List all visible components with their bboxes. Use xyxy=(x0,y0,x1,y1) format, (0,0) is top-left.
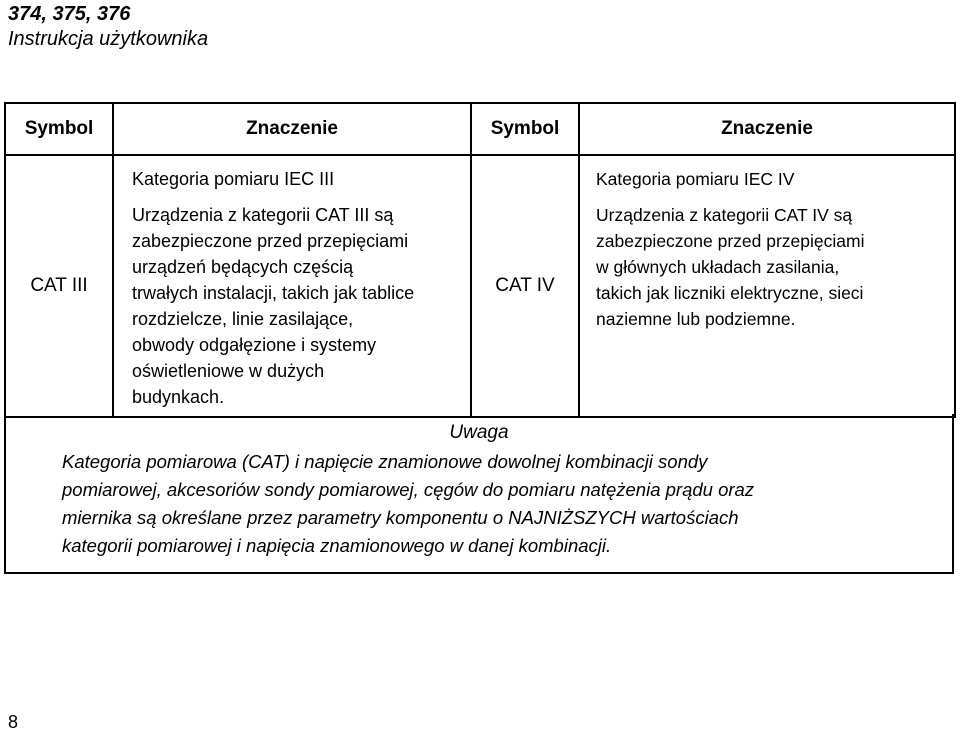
meaning-cat-iii-title: Kategoria pomiaru IEC III xyxy=(132,169,335,189)
note-title: Uwaga xyxy=(449,422,509,443)
header-meaning-1: Znaczenie xyxy=(113,103,471,155)
symbol-cat-iii: CAT III xyxy=(5,155,113,417)
table-header-row xyxy=(5,103,955,155)
note-box xyxy=(4,414,954,574)
header-symbol-1: Symbol xyxy=(5,103,113,155)
meaning-cat-iii xyxy=(113,155,471,417)
note-text: Kategoria pomiarowa (CAT) i napięcie znamionowe dowolnej kombinacji sondy pomiarowej, akcesoriów sondy pomiarowej, cęgów do pomiaru natężenia prądu oraz miernika są określane przez parametry komponentu o NAJNIŻSZYCH wartościach kategorii pomiarowej i napięcia znamionowego w danej kombinacji. xyxy=(62,451,755,556)
page-header xyxy=(8,2,208,52)
symbol-cat-iv: CAT IV xyxy=(471,155,579,417)
meaning-cat-iv xyxy=(579,155,955,417)
meaning-cat-iii-body: Urządzenia z kategorii CAT III są zabezpieczone przed przepięciami urządzeń będących częścią trwałych instalacji, takich jak tablice rozdzielcze, linie zasilające, obwody odgałęzione i systemy oświetleniowe w dużych budynkach. xyxy=(132,205,415,407)
header-meaning-2: Znaczenie xyxy=(579,103,955,155)
table-row xyxy=(5,155,955,417)
page-number: 8 xyxy=(8,712,19,732)
meaning-cat-iv-body: Urządzenia z kategorii CAT IV są zabezpieczone przed przepięciami w głównych układach zasilania, takich jak liczniki elektryczne, sieci naziemne lub podziemne. xyxy=(596,205,865,329)
document-title: Instrukcja użytkownika xyxy=(8,28,209,50)
meaning-cat-iv-title: Kategoria pomiaru IEC IV xyxy=(596,169,795,189)
model-numbers: 374, 375, 376 xyxy=(8,3,131,25)
header-symbol-2: Symbol xyxy=(471,103,579,155)
symbol-table xyxy=(4,102,956,418)
